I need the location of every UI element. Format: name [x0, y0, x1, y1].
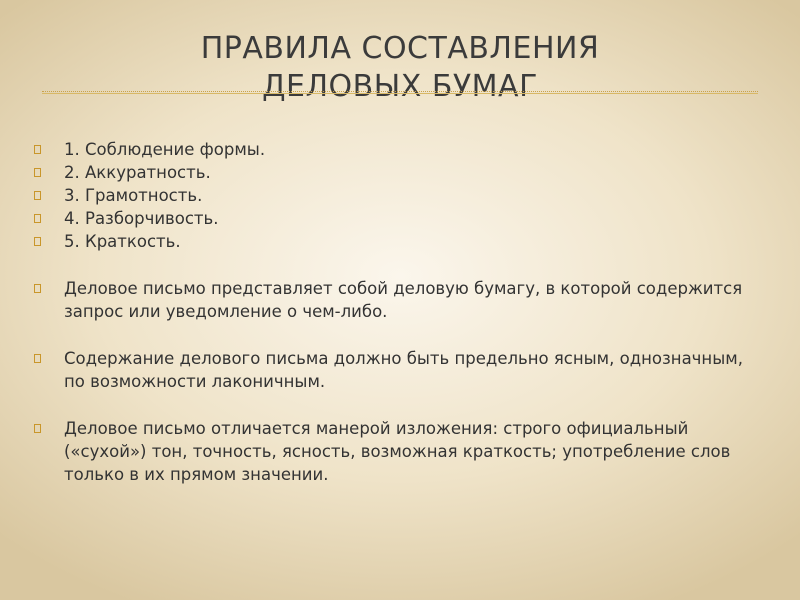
list-item: [30, 161, 750, 184]
title-divider-dotted: [42, 91, 758, 92]
list-item: [30, 207, 750, 230]
list-item-text: 3. Грамотность.: [64, 186, 203, 205]
bullet-icon: [34, 424, 41, 433]
spacer: [30, 323, 750, 347]
paragraph: [30, 347, 750, 393]
list-item-text: 2. Аккуратность.: [64, 163, 211, 182]
title-divider: [42, 93, 758, 94]
bullet-icon: [34, 284, 41, 293]
list-item-text: 5. Краткость.: [64, 232, 181, 251]
bullet-icon: [34, 214, 41, 223]
bullet-icon: [34, 191, 41, 200]
title-line-2: ДЕЛОВЫХ БУМАГ: [262, 69, 538, 104]
bullet-icon: [34, 145, 41, 154]
slide-title: [120, 30, 680, 106]
list-item-text: 1. Соблюдение формы.: [64, 140, 266, 159]
slide-content: [30, 138, 750, 486]
bullet-icon: [34, 354, 41, 363]
title-line-1: ПРАВИЛА СОСТАВЛЕНИЯ: [200, 31, 600, 66]
list-item: [30, 138, 750, 161]
paragraph: [30, 277, 750, 323]
spacer: [30, 253, 750, 277]
list-item-text: 4. Разборчивость.: [64, 209, 219, 228]
paragraph-text: Деловое письмо отличается манерой изложения: строго официальный («сухой») тон, точность, ясность, возможная краткость; употребление слов только в их прямом значении.: [64, 419, 731, 484]
paragraph: [30, 417, 750, 486]
bullet-icon: [34, 237, 41, 246]
list-item: [30, 230, 750, 253]
list-item: [30, 184, 750, 207]
bullet-icon: [34, 168, 41, 177]
paragraph-text: Деловое письмо представляет собой деловую бумагу, в которой содержится запрос или уведомление о чем-либо.: [64, 279, 743, 321]
spacer: [30, 393, 750, 417]
paragraph-text: Содержание делового письма должно быть предельно ясным, однозначным, по возможности лаконичным.: [64, 349, 743, 391]
